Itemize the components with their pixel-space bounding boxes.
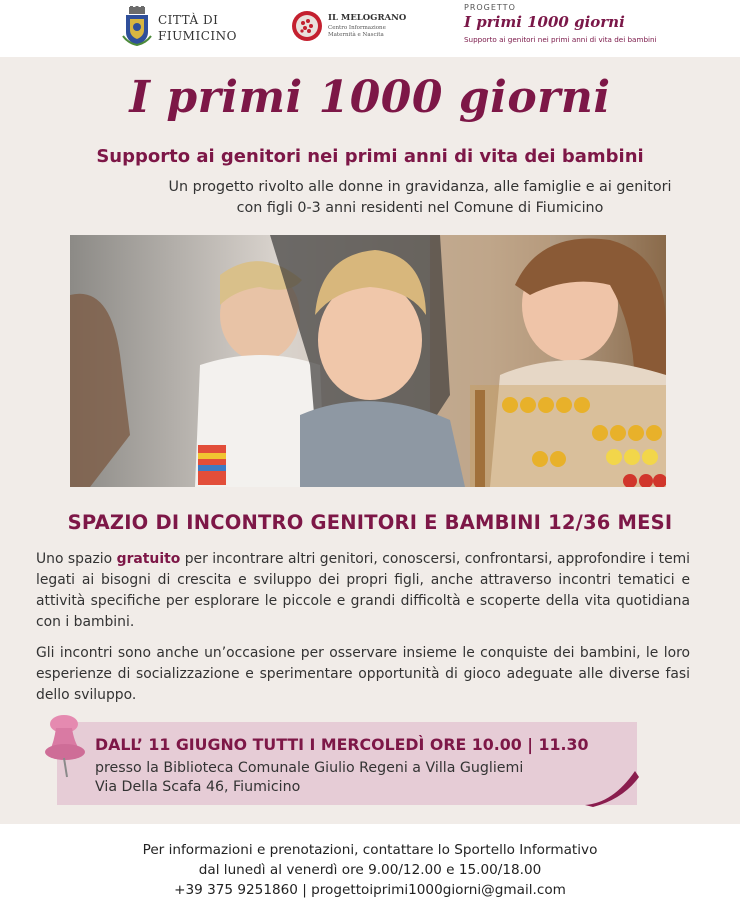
event-banner [57, 722, 637, 805]
logo-progetto [464, 3, 724, 49]
pomegranate-icon [291, 10, 323, 42]
description-paragraph-1 [36, 549, 690, 633]
progetto-kicker: PROGETTO [464, 3, 516, 12]
event-venue: presso la Biblioteca Comunale Giulio Regeni a Villa Gugliemi [95, 760, 524, 776]
fiumicino-logo-line2: FIUMICINO [158, 29, 237, 43]
description-paragraph-2: Gli incontri sono anche un’occasione per osservare insieme le conquiste dei bambini, le loro esperienze di socializzazione e sperimentare opportunità di gioco adeguate alle diverse fasi dello sviluppo. [36, 645, 690, 703]
description-text-post: per incontrare altri genitori, conoscersi, confrontarsi, approfondire i temi legati ai bisogni di crescita e sviluppo dei propri figli, anche attraverso incontri tematici e attività specifiche per esplorare le piccole e grandi difficoltà e scoperte della vita quotidiana con i bambini. [36, 551, 691, 630]
pushpin-icon [40, 714, 90, 778]
progetto-title: I primi 1000 giorni [464, 13, 625, 31]
curl-ribbon-icon [583, 763, 641, 807]
footer-contacts [0, 824, 740, 900]
melograno-subtitle-1: Centro Informazione [328, 25, 386, 31]
footer-contact-line: +39 375 9251860 | progettoiprimi1000giorni@gmail.com [174, 882, 566, 898]
fiumicino-logo-line1: CITTÀ DI [158, 13, 219, 27]
event-address: Via Della Scafa 46, Fiumicino [95, 779, 301, 795]
page-subtitle: Supporto ai genitori nei primi anni di vita dei bambini [96, 146, 644, 167]
logo-bar [0, 0, 740, 57]
city-crest-icon [122, 6, 152, 46]
logo-citta-di-fiumicino [122, 4, 242, 50]
progetto-subtitle: Supporto ai genitori nei primi anni di vita dei bambini [464, 35, 657, 44]
hero-photo-parents-children [70, 235, 666, 487]
logo-il-melograno [291, 8, 421, 48]
intro-text: Un progetto rivolto alle donne in gravidanza, alle famiglie e ai genitori con figli 0-3 anni residenti nel Comune di Fiumicino [168, 179, 672, 216]
description-text-pre: Uno spazio [36, 551, 117, 567]
footer-info-line: Per informazioni e prenotazioni, contattare lo Sportello Informativo [142, 842, 598, 858]
section-heading: SPAZIO DI INCONTRO GENITORI E BAMBINI 12/36 MESI [67, 511, 673, 534]
footer-hours-line: dal lunedì al venerdì ore 9.00/12.00 e 15.00/18.00 [198, 862, 542, 878]
event-date-time: DALL’ 11 GIUGNO TUTTI I MERCOLEDÌ ORE 10.00 | 11.30 [95, 735, 589, 754]
page-title: I primi 1000 giorni [129, 72, 611, 123]
melograno-subtitle-2: Maternità e Nascita [328, 32, 384, 38]
gratuito-highlight: gratuito [116, 551, 181, 567]
melograno-name: IL MELOGRANO [328, 13, 407, 23]
